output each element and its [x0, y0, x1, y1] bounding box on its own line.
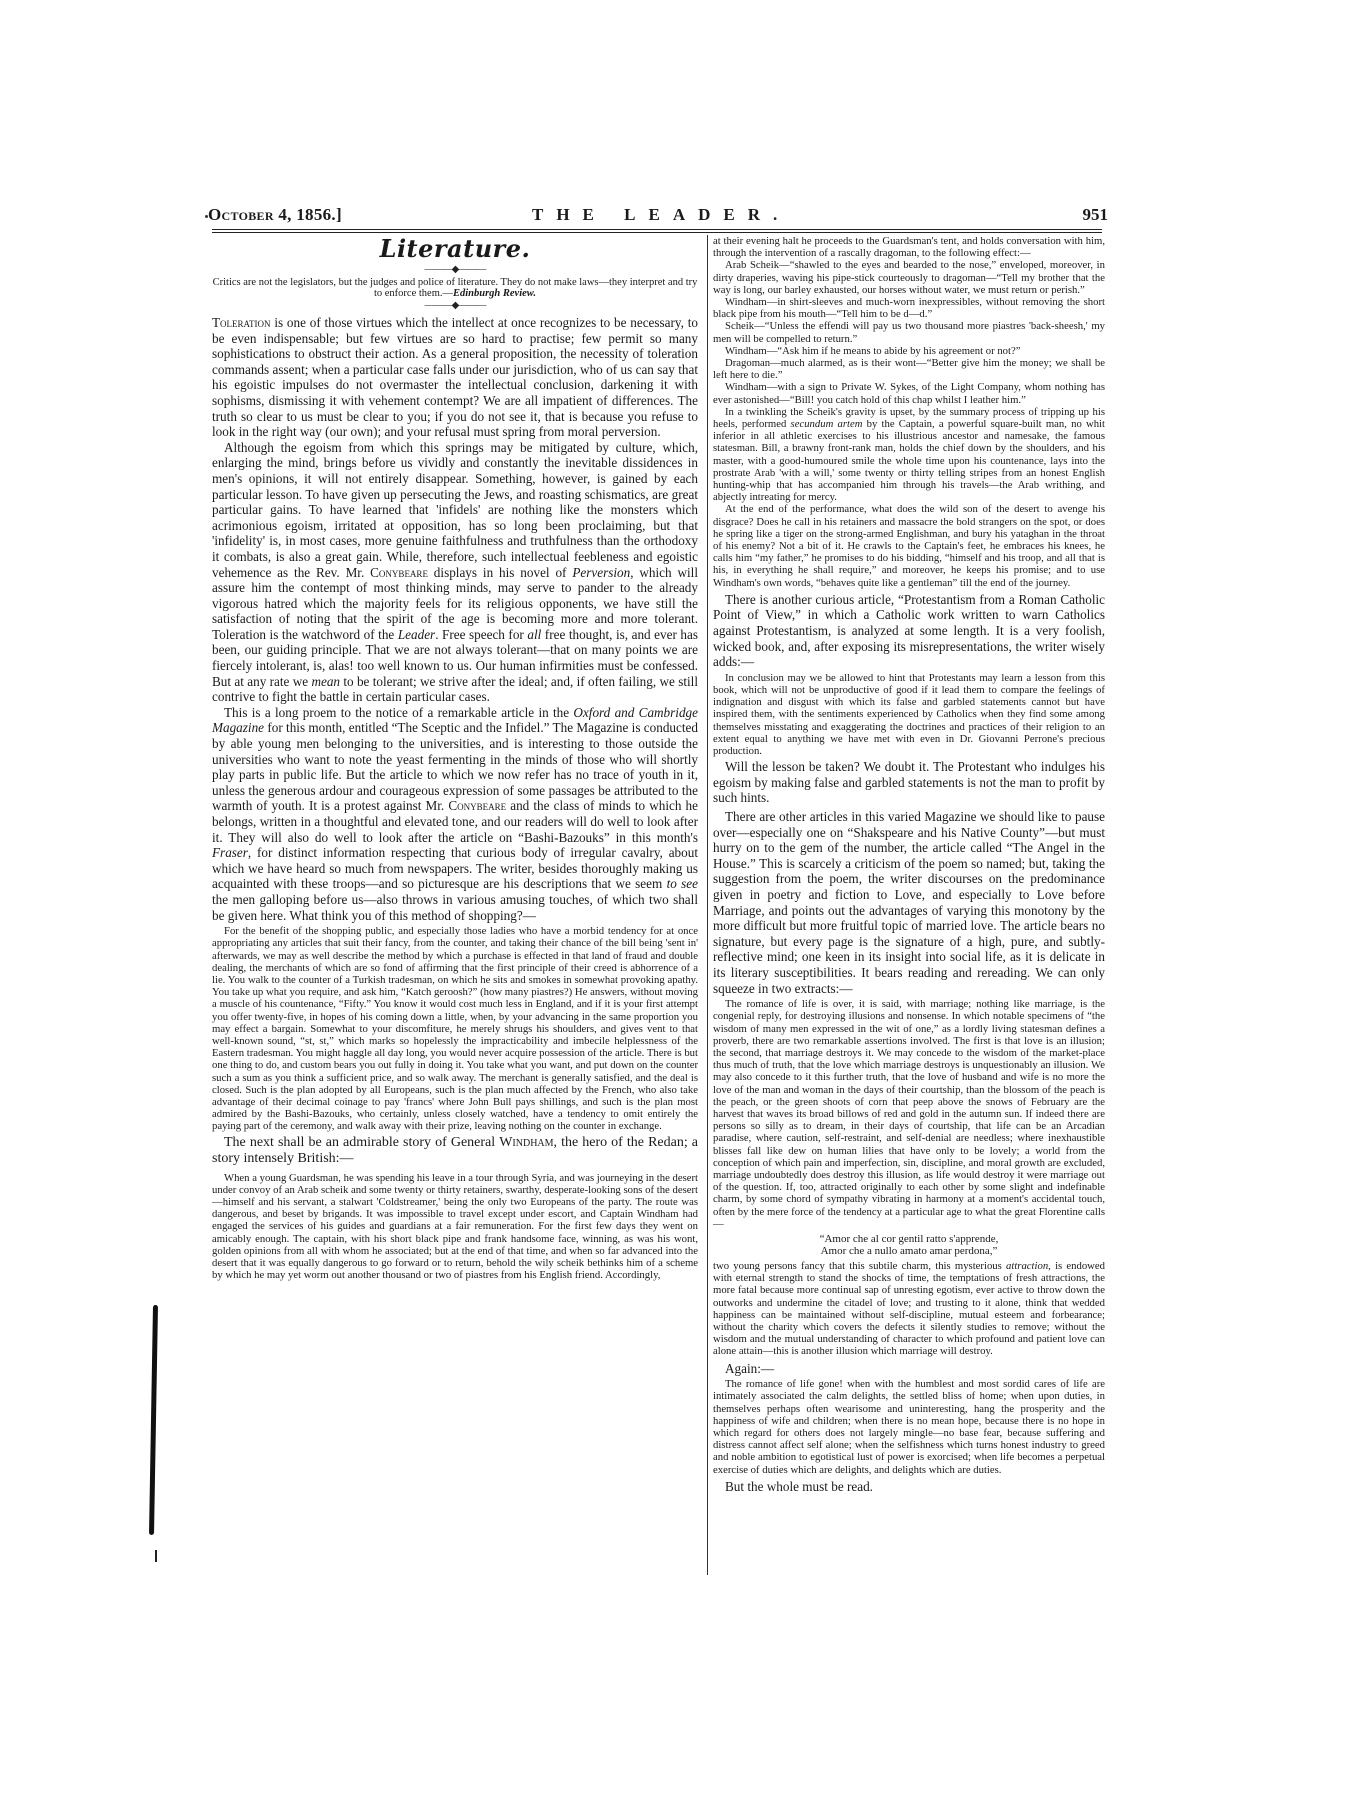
- paragraph-angel-in-house: There are other articles in this varied Magazine we should like to pause over—especially one on “Shakspeare and his Native County”—but must hurry on to the gem of the number, the article called “The Angel in the House.” This is scarcely a criticism of the poem so named; but, taking the suggestion from the poem, the writer discourses on the predominance given in poetry and fiction to Love, and especially to Love before Marriage, and points out the advantages of varying this monotony by the more difficult but more fruitful topic of married love. The article bears no signature, but every page is the signature of a high, pure, and subtly-reflective mind; one keen in its insight into social life, as it is delicate in its literary susceptibilities. It bears reading and rereading. We can only squeeze in two extracts:—: [713, 809, 1105, 996]
- paragraph-text: . Free speech for: [435, 626, 528, 642]
- latin-phrase: secundum artem: [790, 418, 863, 431]
- paragraph-text: The next shall be an admirable story of General: [224, 1134, 500, 1150]
- paragraph-again: Again:—: [725, 1360, 775, 1376]
- paragraph-text: , for distinct information respecting that curious body of irregular cavalry, about which we have heard so much from newspapers. The writer, besides thoroughly making us acquainted with these troops—and so picturesque are his descriptions that we seem: [212, 845, 698, 892]
- quote-conclusion: In conclusion may we be allowed to hint that Protestants may learn a lesson from this book, which will not be unproductive of good if it lead them to compare the feelings of indignation and disgust with which its false and garbled statements cannot but have inspired them, with the sentiments experienced by Catholics when they find some among themselves misstating and exaggerating the doctrines and practices of their religion to an extent equal to anything we have met with even in Dr. Giovanni Perrone's precious production.: [713, 671, 1105, 758]
- newspaper-title: THE LEADER.: [532, 205, 791, 224]
- ornament-divider: ———◆———: [424, 264, 486, 275]
- verse-quotation: [713, 1233, 1105, 1257]
- paragraph-text: and the class of minds to which he belongs, written in a thoughtful and elevated tone, and our readers will do well to look after it. They will also do well to look after the article on “Bashi-Bazouks” in this month's: [212, 798, 698, 845]
- masthead: [208, 205, 1108, 227]
- paragraph-text: This is a long proem to the notice of a remarkable article in the: [224, 704, 574, 720]
- quote-shopping: For the benefit of the shopping public, and especially those ladies who have a morbid tendency for at once appropriating any articles that suit their fancy, from the counter, and taking their chance of the bill being 'sent in' afterwards, we may as well describe the method by which a purchase is effected in that land of fraud and double dealing, the merchants of which are so fond of affirming that the first principle of their creed is abhorrence of a lie. You walk to the counter of a Turkish tradesman, on which he sits and smokes in somewhat provoking apathy. You take up what you require, and ask him, “Katch geroosh?” (how many piastres?) He answers, without moving a muscle of his countenance, “Fifty.” You know it would cost much less in England, and if it is your first attempt you offer twenty-five, in hopes of his coming down a little, when, by your advancing in the same proportion you may effect a bargain. Somewhat to your discomfiture, he merely shrugs his shoulders, and gives vent to that well-known sound, “st, st,” which marks so hopelessly the impracticability and imbecile helplessness of the Eastern tradesman. You might haggle all day long, you would never acquire possession of the article. There is but one thing to do, and custom bears you out fully in doing it. You take what you want, and put down on the counter such a sum as you think a sufficient price, and so walk away. The merchant is generally satisfied, and the deal is closed. Such is the plan adopted by all Europeans, such is the plan much affected by the French, who also take advantage of their decimal coinage to pay 'francs' where John Bull pays shillings, and such is the plan most admired by the Bashi-Bazouks, who certainly, unless closely watched, have a tendency to omit entirely the paying part of the ceremony, and walk away with their prize, leaving nothing on the counter in exchange.: [212, 925, 698, 1133]
- dialog-line: Arab Scheik—“shawled to the eyes and bearded to the nose,” enveloped, moreover, in dirty draperies, waving his pipe-stick courteously to dragoman—“Tell my brother that the way is long, our barley exhausted, our horses without water, we must return or perish.”: [713, 259, 1105, 296]
- epigraph-source: Edinburgh Review.: [452, 288, 537, 299]
- person-name: Conybeare: [370, 564, 428, 580]
- paragraph-windham-intro: [212, 1135, 698, 1168]
- quote-romance: The romance of life is over, it is said, with marriage; nothing like marriage, is the congenial reply, for destroying illusions and nonsense. In which notable specimens of “the wisdom of many men expressed in the wit of one,” as a lordly living statesman defines a proverb, there are two remarkable assertions involved. The first is that love is an illusion; the second, that marriage destroys it. We may concede to the wisdom of the market-place thus much of truth, that the love which marriage destroys is unquestionably an illusion. We may also concede to it this further truth, that the love of husband and wife is no more the love of the man and woman in the days of their courtship, than the blossom of the peach is the peach, or the green shoots of corn that peep above the snows of February are the harvest that waves its broad billows of red and gold in the autumn sun. If indeed there are persons so silly as to dream, in their days of courtship, that life can be an Arcadian paradise, where caution, self-restraint, and self-denial are needless; where inexhaustible blisses fall like dew on human lilies that have only to be lovely; a world from the conception of which pain and imperfection, sin, discipline, and moral growth are excluded, marriage undoubtedly does destroy this illusion, as life would destroy it were marriage out of the question. If, too, attracted originally to each other by some slight and indefinable charm, by some chord of sympathy vibrating in harmony at a moment's accidental touch, often by the mere force of the tendency at a particular age to what the great Florentine calls—: [713, 998, 1105, 1230]
- person-name: Conybeare: [448, 798, 507, 814]
- dialog-line: Windham—with a sign to Private W. Sykes, of the Light Company, whom nothing has ever astonished—“Bill! you catch hold of this chap whilst I leather him.”: [713, 381, 1105, 406]
- paragraph-proem: [212, 705, 698, 923]
- paragraph-protestantism: There is another curious article, “Protestantism from a Roman Catholic Point of View,” in which a Catholic work written to warn Catholics against Protestantism, is analyzed at some length. It is a very foolish, wicked book, and, after exposing its misrepresentations, the writer wisely adds:—: [713, 591, 1105, 670]
- dialog-line: Windham—“Ask him if he means to abide by his agreement or not?”: [725, 344, 1021, 357]
- paragraph-text: two young persons fancy that this subtile charm, this mysterious: [713, 1260, 1007, 1273]
- paragraph-toleration: [212, 315, 698, 440]
- emphasis: mean: [311, 673, 341, 689]
- epigraph-text: Critics are not the legislators, but the judges and police of literature. They do not make laws—they interpret and try to enforce them.—: [212, 277, 698, 299]
- epigraph: [212, 277, 698, 299]
- dialog-line: Scheik—“Unless the effendi will pay us two thousand more piastres 'back-sheesh,' my men will be compelled to return.”: [713, 320, 1105, 345]
- quote-romance-gone: The romance of life gone! when with the humblest and most sordid cares of life are intimately associated the calm delights, the settled bliss of home; when upon duties, in themselves perhaps often wearisome and uninteresting, hang the prosperity and the happiness of wife and children; when there is no mean hope, because there is no hope in which regard for others does not largely mingle—no base fear, because suffering and distress cannot affect self alone; when the selfishness which turns honest industry to greed and noble ambition to egotistical lust of power is exorcised; when life becomes a perpetual exercise of duties which are delights, and delights which are duties.: [713, 1378, 1105, 1476]
- paragraph-text: by the Captain, a powerful square-built man, no whit inferior in all athletic exercises to his illustrious ancestor and namesake, the famous statesman. Bill, a brawny front-rank man, holds the chief down by the shoulders, and his master, with a good-humoured smile the whole time upon his countenance, lays into the prostrate Arab 'with a will,' some twenty or thirty telling stripes from an honest English hunting-whip that has accompanied him through his travels—the Arab writhing, and abjectly intreating for mercy.: [713, 418, 1105, 504]
- paragraph-text: for this month, entitled “The Sceptic and the Infidel.” The Magazine is conducted by able young men belonging to the universities, and is interesting to those outside the universities who want to note the yeast fermenting in the minds of those who will shortly play parts in public life. But the article to which we now refer has no trace of youth in it, unless the generous ardour and courageous expression of some passages be attributed to the warmth of youth. It is a protest against Mr.: [212, 720, 698, 814]
- person-name: Windham: [499, 1134, 554, 1150]
- verse-line: “Amor che al cor gentil ratto s'apprende,: [819, 1233, 999, 1246]
- quote-romance-cont: [713, 1260, 1105, 1358]
- paragraph-text: Although the egoism from which this springs may be mitigated by culture, which, enlarging the mind, brings before us vividly and constantly the inevitable dissidences in men's opinions, it will not entirely disappear. Something, however, is gained by each particular lesson. To have given up persecuting the Jews, and roasting schismatics, are great particular gains. To have learned that 'infidels' are nothing like the monsters which acrimonious egoism, irritated at opposition, has so long been proclaiming, but that 'infidelity' is, in most cases, more genuine faithfulness and truthfulness than the orthodoxy it combats, is also a great gain. While, therefore, such intellectual feebleness and egoistic vehemence as the Rev. Mr.: [212, 439, 698, 580]
- paragraph-text: is one of those virtues which the intellect at once recognizes to be necessary, to be even indispensable; but few virtues are so hard to practise; few permit so many sophistications to obstruct their action. As a general proposition, the necessity of toleration commands assent; when a particular case falls under our jurisdiction, who of us can say that his egoistic impulses do not overmaster the intellectual conclusion, darkening it with sophisms, dismissing it with vehement contempt? We are all impatient of differences. The truth so clear to us must be clear to you; if you do not see it, that is because you refuse to look in the right way (our own); and your refusal must spring from moral perversion.: [212, 315, 698, 440]
- paragraph-text: the men galloping before us—also throws in various amusing touches, of which two shall be given here. What think you of this method of shopping?—: [212, 891, 698, 923]
- magazine-title: Oxford and Cambridge Magazine: [212, 704, 698, 736]
- binding-edge-mark: [149, 1305, 158, 1535]
- paragraph-text: to be tolerant; we strive after the ideal; and, if often failing, we still contrive to fight the battle in certain particular cases.: [212, 673, 698, 705]
- paragraph-egoism: [212, 440, 698, 705]
- section-title: Literature.: [379, 234, 531, 263]
- magazine-title: Fraser: [212, 845, 248, 861]
- dialog-line: [713, 406, 1105, 504]
- paragraph-closing: But the whole must be read.: [725, 1478, 873, 1494]
- paragraph-text: , the hero of the Redan; a story intensely British:—: [212, 1134, 698, 1167]
- paragraph-text: free thought, is, and ever has been, our guiding principle. That we are not always tolerant—that on many points we are fiercely intolerant, is, alas! too well known to us. Our human infirmities must be confessed. But at any rate we: [212, 626, 698, 689]
- paragraph-text: , is endowed with eternal strength to stand the shocks of time, the temptations of fresh attractions, the more fatal because more continual sap of unresting egotism, ever active to throw down the outworks and undermine the citadel of love; and trusting to it alone, think that wedded happiness can be maintained without self-discipline, mutual esteem and forbearance; without the charity which covers the defects it silently studies to remove; without the wisdom and the mutual understanding of character to which profound and patient love can alone attain—this is another illusion which marriage will destroy.: [713, 1260, 1105, 1358]
- quote-continuation: at their evening halt he proceeds to the Guardsman's tent, and holds conversation with him, through the intervention of a rascally dragoman, to the following effect:—: [713, 235, 1105, 260]
- lead-word: Toleration: [212, 315, 271, 330]
- verse-line: Amor che a nullo amato amar perdona,”: [820, 1245, 998, 1258]
- dialog-line: Dragoman—much alarmed, as is their wont—“Better give him the money; we shall be left here to die.”: [713, 357, 1105, 382]
- right-column: [707, 235, 1105, 1575]
- paragraph-text: , which will assure him the contempt of most thinking minds, may serve to pander to the already vigorous hatred which the majority feels for its religious opponents, we have still the satisfaction of noting that the spirit of the age is becoming more and more tolerant. Toleration is the watchword of the: [212, 564, 698, 642]
- emphasis: all: [527, 626, 542, 642]
- binding-edge-mark-small: [155, 1550, 157, 1562]
- masthead-rule: [212, 229, 1102, 233]
- left-column: [212, 235, 698, 1283]
- emphasis: to see: [666, 876, 698, 892]
- quote-windham: When a young Guardsman, he was spending his leave in a tour through Syria, and was journeying in the desert under convoy of an Arab scheik and some twenty or thirty retainers, swarthy, desperate-looking sons of the desert—himself and his servant, a stalwart 'Coldstreamer,' being the only two Europeans of the party. The route was dangerous, and beset by brigands. It was impossible to travel except under escort, and Captain Windham had engaged the services of his guides and guardians at a fair remuneration. For the first few days they went on amicably enough. The captain, with his short black pipe and frank handsome face, winning, as was his wont, golden opinions from all with whom he associated; but at the end of that time, and when so far advanced into the desert that it was equally dangerous to go forward or to return, behold the wily scheik bethinks him of a scheme by which he may yet worm out another thousand or two of piastres from his English friend. Accordingly,: [212, 1171, 698, 1282]
- paragraph-lesson: Will the lesson be taken? We doubt it. The Protestant who indulges his egoism by making false and garbled statements is not the man to profit by such hints.: [713, 759, 1105, 806]
- book-title: Perversion: [572, 564, 631, 580]
- issue-date: October 4, 1856.]: [208, 205, 342, 224]
- ornament-divider: ———◆———: [424, 300, 486, 311]
- newspaper-name: Leader: [397, 626, 436, 642]
- page-number: 951: [1082, 205, 1108, 224]
- dialog-line: Windham—in shirt-sleeves and much-worn inexpressibles, without removing the short black pipe from his mouth—“Tell him to be d—d.”: [713, 296, 1105, 321]
- dialog-line: At the end of the performance, what does the wild son of the desert to avenge his disgrace? Does he call in his retainers and massacre the bold strangers on the spot, or does he spring like a tiger on the strong-armed Englishman, and bury his yataghan in the throat of his enemy? Not a bit of it. He crawls to the Captain's feet, he embraces his knees, he calls him “my father,” he promises to do his bidding, “himself and his troop, and all that is his, in everything he shall require,” and moreover, he keeps his promise; and to use Windham's own words, “behaves quite like a gentleman” till the end of the journey.: [713, 503, 1105, 589]
- paragraph-text: In a twinkling the Scheik's gravity is upset, by the summary process of tripping up his heels, performed: [713, 405, 1105, 431]
- paragraph-text: displays in his novel of: [427, 564, 573, 580]
- newspaper-page: [208, 205, 1108, 1494]
- emphasis: attraction: [1006, 1260, 1049, 1273]
